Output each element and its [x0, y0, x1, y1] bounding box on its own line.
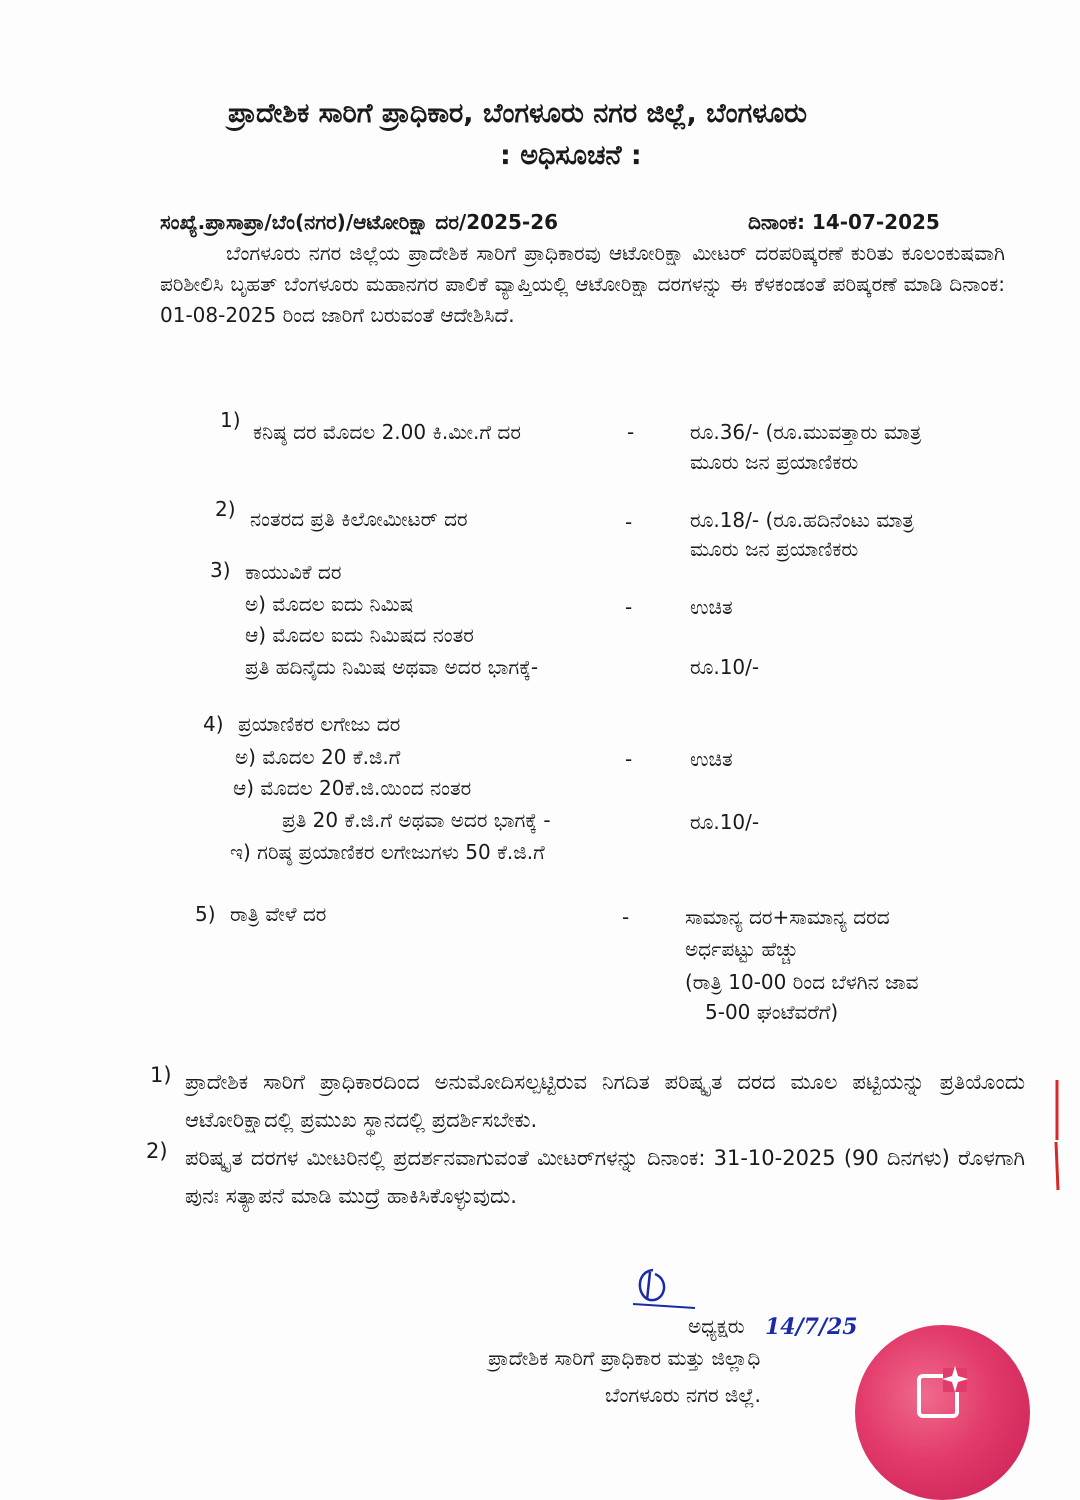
- note-1-text: ಪ್ರಾದೇಶಿಕ ಸಾರಿಗೆ ಪ್ರಾಧಿಕಾರದಿಂದ ಅನುಮೋದಿಸಲ್ಪಟ್ಟಿರುವ ನಿಗದಿತ ಪರಿಷ್ಕೃತ ದರದ ಮೂಲ ಪಟ್ಟಿಯನ್ನು ಪ್ರತಿಯೊಂದು ಆಟೋರಿಕ್ಷಾದಲ್ಲಿ ಪ್ರಮುಖ ಸ್ಥಾನದಲ್ಲಿ ಪ್ರದರ್ಶಿಸಬೇಕು.: [185, 1070, 1025, 1132]
- fare-item-4a-dash: -: [625, 747, 633, 771]
- fare-item-4a-label: ಅ) ಮೊದಲ 20 ಕೆ.ಜಿ.ಗೆ: [235, 745, 401, 769]
- reference-number: ಸಂಖ್ಯೆ.ಪ್ರಾಸಾಪ್ರಾ/ಬೆಂ(ನಗರ)/ಆಟೋರಿಕ್ಷಾ ದರ/2025-26: [160, 210, 559, 234]
- note-1-number: 1): [150, 1063, 172, 1087]
- fare-item-3b-label-line2: ಪ್ರತಿ ಹದಿನೈದು ನಿಮಿಷ ಅಥವಾ ಅದರ ಭಾಗಕ್ಕೆ-: [245, 655, 539, 679]
- fare-item-1-value: ರೂ.36/- (ರೂ.ಮುವತ್ತಾರು ಮಾತ್ರ: [690, 420, 922, 444]
- fare-item-3-label: ಕಾಯುವಿಕೆ ದರ: [245, 560, 342, 584]
- fare-item-5-value-line4: 5-00 ಘಂಟೆವರೆಗೆ): [705, 1000, 839, 1024]
- fare-item-2-value: ರೂ.18/- (ರೂ.ಹದಿನೆಂಟು ಮಾತ್ರ: [690, 508, 914, 532]
- notice-date: ದಿನಾಂಕ: 14-07-2025: [748, 210, 940, 234]
- fare-item-5-value-line2: ಅರ್ಧಪಟ್ಟು ಹೆಚ್ಚು: [685, 937, 799, 961]
- fare-item-5-number: 5): [195, 902, 216, 926]
- intro-paragraph: [160, 238, 1005, 331]
- fare-item-5-dash: -: [622, 905, 630, 929]
- signatory-office: ಪ್ರಾದೇಶಿಕ ಸಾರಿಗೆ ಪ್ರಾಧಿಕಾರ ಮತ್ತು ಜಿಲ್ಲಾಧಿ: [488, 1346, 761, 1370]
- red-margin-mark: [1054, 1080, 1060, 1190]
- signatory-district: ಬೆಂಗಳೂರು ನಗರ ಜಿಲ್ಲೆ.: [605, 1383, 761, 1407]
- fare-item-4b-label-line2: ಪ್ರತಿ 20 ಕೆ.ಜಿ.ಗೆ ಅಥವಾ ಅದರ ಭಾಗಕ್ಕೆ -: [282, 808, 551, 832]
- magic-edit-icon: [915, 1362, 975, 1422]
- fare-item-1-dash: -: [627, 420, 635, 444]
- intro-text: ಬೆಂಗಳೂರು ನಗರ ಜಿಲ್ಲೆಯ ಪ್ರಾದೇಶಿಕ ಸಾರಿಗೆ ಪ್ರಾಧಿಕಾರವು ಆಟೋರಿಕ್ಷಾ ಮೀಟರ್ ದರಪರಿಷ್ಕರಣೆ ಕುರಿತು ಕೂಲಂಕುಷವಾಗಿ ಪರಿಶೀಲಿಸಿ ಬೃಹತ್ ಬೆಂಗಳೂರು ಮಹಾನಗರ ಪಾಲಿಕೆ ವ್ಯಾಪ್ತಿಯಲ್ಲಿ ಆಟೋರಿಕ್ಷಾ ದರಗಳನ್ನು ಈ ಕೆಳಕಂಡಂತೆ ಪರಿಷ್ಕರಣೆ ಮಾಡಿ ದಿನಾಂಕ: 01-08-2025 ರಿಂದ ಜಾರಿಗೆ ಬರುವಂತೆ ಆದೇಶಿಸಿದೆ.: [160, 241, 1005, 327]
- fare-item-3a-value: ಉಚಿತ: [690, 595, 733, 619]
- note-2-number: 2): [146, 1139, 168, 1163]
- fare-item-4-number: 4): [203, 712, 224, 736]
- fare-item-3b-value: ರೂ.10/-: [690, 655, 760, 679]
- signatory-designation: ಅಧ್ಯಕ್ಷರು: [688, 1314, 745, 1338]
- fare-item-4b-label: ಆ) ಮೊದಲ 20ಕೆ.ಜಿ.ಯಿಂದ ನಂತರ: [233, 776, 472, 800]
- fare-item-1-value-line2: ಮೂರು ಜನ ಪ್ರಯಾಣಿಕರು: [690, 450, 859, 474]
- fare-item-3-number: 3): [210, 558, 231, 582]
- fare-item-1-label: ಕನಿಷ್ಠ ದರ ಮೊದಲ 2.00 ಕಿ.ಮೀ.ಗೆ ದರ: [253, 420, 521, 444]
- fare-item-3b-label: ಆ) ಮೊದಲ ಐದು ನಿಮಿಷದ ನಂತರ: [245, 623, 474, 647]
- fare-item-4a-value: ಉಚಿತ: [690, 747, 733, 771]
- fare-item-2-value-line2: ಮೂರು ಜನ ಪ್ರಯಾಣಿಕರು: [690, 537, 859, 561]
- fare-item-2-number: 2): [215, 497, 236, 521]
- fare-item-5-value: ಸಾಮಾನ್ಯ ದರ+ಸಾಮಾನ್ಯ ದರದ: [685, 905, 890, 929]
- fare-item-3a-label: ಅ) ಮೊದಲ ಐದು ನಿಮಿಷ: [245, 592, 414, 616]
- fare-item-1-number: 1): [220, 408, 241, 432]
- signature-date: 14/7/25: [765, 1314, 858, 1340]
- fare-item-4c-label: ಇ) ಗರಿಷ್ಠ ಪ್ರಯಾಣಿಕರ ಲಗೇಜುಗಳು 50 ಕೆ.ಜಿ.ಗೆ: [230, 840, 545, 864]
- notice-title: : ಅಧಿಸೂಚನೆ :: [500, 140, 642, 171]
- fare-item-5-label: ರಾತ್ರಿ ವೇಳೆ ದರ: [230, 902, 327, 926]
- fare-item-4b-value: ರೂ.10/-: [690, 810, 760, 834]
- fare-item-2-label: ನಂತರದ ಪ್ರತಿ ಕಿಲೋಮೀಟರ್ ದರ: [250, 507, 468, 531]
- office-title: ಪ್ರಾದೇಶಿಕ ಸಾರಿಗೆ ಪ್ರಾಧಿಕಾರ, ಬೆಂಗಳೂರು ನಗರ ಜಿಲ್ಲೆ, ಬೆಂಗಳೂರು: [228, 98, 807, 129]
- fare-item-5-value-line3: (ರಾತ್ರಿ 10-00 ರಿಂದ ಬೆಳಗಿನ ಜಾವ: [685, 970, 919, 994]
- fare-item-2-dash: -: [625, 510, 633, 534]
- note-2-text: ಪರಿಷ್ಕೃತ ದರಗಳ ಮೀಟರಿನಲ್ಲಿ ಪ್ರದರ್ಶನವಾಗುವಂತೆ ಮೀಟರ್‌ಗಳನ್ನು ದಿನಾಂಕ: 31-10-2025 (90 ದಿನಗಳು) ರೊಳಗಾಗಿ ಪುನಃ ಸತ್ಯಾಪನೆ ಮಾಡಿ ಮುದ್ರೆ ಹಾಕಿಸಿಕೊಳ್ಳುವುದು.: [185, 1146, 1025, 1208]
- fare-item-4-label: ಪ್ರಯಾಣಿಕರ ಲಗೇಜು ದರ: [238, 712, 401, 736]
- fare-item-3a-dash: -: [625, 595, 633, 619]
